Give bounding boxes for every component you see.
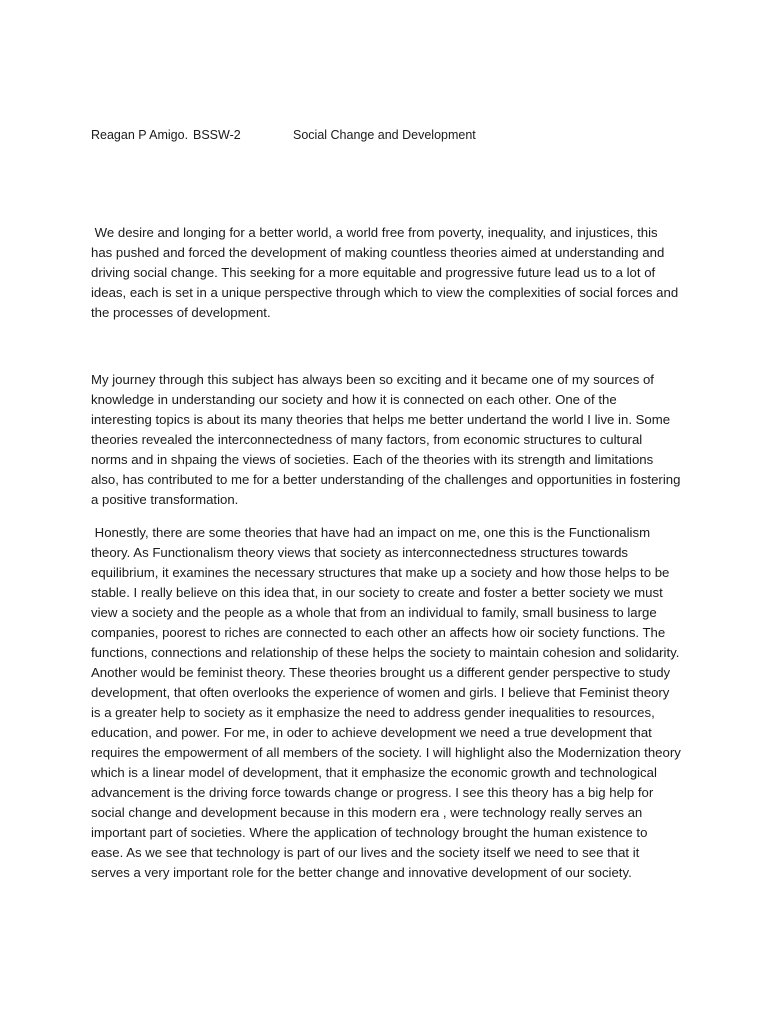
document-header xyxy=(91,126,476,144)
course-code: BSSW-2 xyxy=(193,128,241,142)
document-title: Social Change and Development xyxy=(293,128,476,142)
paragraph-theories: Honestly, there are some theories that have had an impact on me, one this is the Functionalism theory. As Functionalism theory views that society as interconnectedness structures towards equilibrium, it examines the necessary structures that make up a society and how those helps to be stable. I really believe on this idea that, in our society to create and foster a better society we must view a society and the people as a whole that from an individual to family, small business to large companies, poorest to riches are connected to each other an affects how oir society functions. The functions, connections and relationship of these helps the society to maintain cohesion and solidarity. Another would be feminist theory. These theories brought us a different gender perspective to study development, that often overlooks the experience of women and girls. I believe that Feminist theory is a greater help to society as it emphasize the need to address gender inequalities to resources, education, and power. For me, in oder to achieve development we need a true development that requires the empowerment of all members of the society. I will highlight also the Modernization theory which is a linear model of development, that it emphasize the economic growth and technological advancement is the driving force towards change or progress. I see this theory has a big help for social change and development because in this modern era , were technology really serves an important part of societies. Where the application of technology brought the human existence to ease. As we see that technology is part of our lives and the society itself we need to see that it serves a very important role for the better change and innovative development of our society. xyxy=(91,525,685,880)
author-name: Reagan P Amigo. xyxy=(91,128,189,142)
paragraph-intro: We desire and longing for a better world, a world free from poverty, inequality, and injustices, this has pushed and forced the development of making countless theories aimed at understanding and driving social change. This seeking for a more equitable and progressive future lead us to a lot of ideas, each is set in a unique perspective through which to view the complexities of social forces and the processes of development. xyxy=(91,225,682,320)
paragraph-journey: My journey through this subject has always been so exciting and it became one of my sources of knowledge in understanding our society and how it is connected on each other. One of the interesting topics is about its many theories that helps me better undertand the world I live in. Some theories revealed the interconnectedness of many factors, from economic structures to cultural norms and in shpaing the views of societies. Each of the theories with its strength and limitations also, has contributed to me for a better understanding of the challenges and opportunities in fostering a positive transformation. xyxy=(91,372,681,507)
